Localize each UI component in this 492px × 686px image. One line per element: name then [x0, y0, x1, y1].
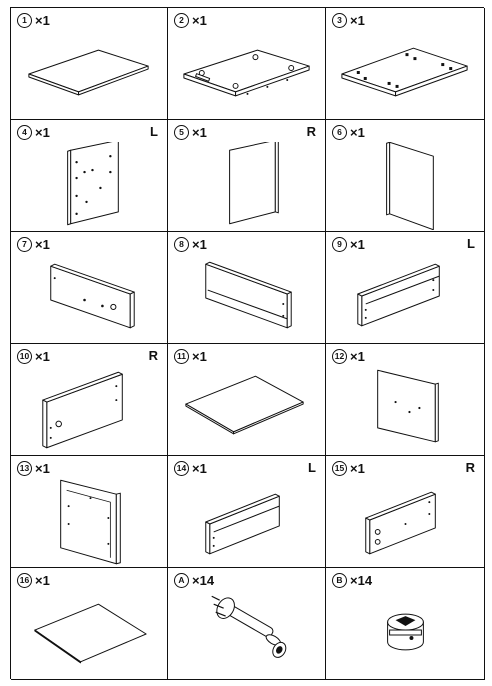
part-quantity: ×1 [35, 461, 50, 476]
right-drawer-side-icon [326, 478, 484, 566]
part-number: A [174, 573, 189, 588]
part-label [17, 573, 50, 588]
side-marker: R [306, 124, 316, 139]
part-quantity: ×1 [192, 349, 207, 364]
part-quantity: ×1 [192, 237, 207, 252]
part-cell-5 [168, 120, 326, 232]
right-side-panel-icon [168, 142, 325, 230]
part-cell-3 [326, 8, 485, 120]
part-label [332, 237, 365, 252]
grooved-rail-icon [168, 254, 325, 342]
part-label [332, 573, 372, 588]
part-cell-6 [326, 120, 485, 232]
left-rail-icon [326, 254, 484, 342]
part-label [174, 349, 207, 364]
part-quantity: ×1 [35, 349, 50, 364]
part-number: 8 [174, 237, 189, 252]
parts-list-sheet [10, 7, 484, 679]
part-number: 6 [332, 125, 347, 140]
panel-icon [326, 142, 484, 230]
part-cell-12 [326, 344, 485, 456]
small-panel-icon [326, 366, 484, 454]
part-quantity: ×1 [350, 349, 365, 364]
part-cell-10 [11, 344, 168, 456]
part-number: 9 [332, 237, 347, 252]
cam-lock-icon [326, 590, 484, 678]
flat-board-icon [168, 366, 325, 454]
part-quantity: ×1 [350, 125, 365, 140]
part-cell-13 [11, 456, 168, 568]
part-label [174, 461, 207, 476]
part-number: 10 [17, 349, 32, 364]
part-number: 16 [17, 573, 32, 588]
part-label [17, 461, 50, 476]
side-marker: R [465, 460, 475, 475]
framed-panel-icon [11, 478, 167, 566]
part-quantity: ×1 [350, 13, 365, 28]
part-number: 3 [332, 13, 347, 28]
dowel-bolt-icon [168, 590, 325, 678]
part-label [332, 125, 365, 140]
part-label [332, 13, 365, 28]
part-cell-8 [168, 232, 326, 344]
part-quantity: ×1 [35, 237, 50, 252]
bottom-panel-icon [326, 30, 484, 118]
part-label [332, 461, 365, 476]
part-number: B [332, 573, 347, 588]
thin-board-icon [11, 590, 167, 678]
part-cell-9 [326, 232, 485, 344]
part-quantity: ×14 [350, 573, 373, 588]
part-quantity: ×1 [350, 237, 365, 252]
part-cell-11 [168, 344, 326, 456]
right-rail-icon [11, 366, 167, 454]
part-cell-4 [11, 120, 168, 232]
part-number: 5 [174, 125, 189, 140]
part-number: 2 [174, 13, 189, 28]
part-quantity: ×1 [192, 13, 207, 28]
side-marker: R [148, 348, 158, 363]
part-cell-15 [326, 456, 485, 568]
part-quantity: ×14 [192, 573, 215, 588]
part-cell-14 [168, 456, 326, 568]
part-cell-B [326, 568, 485, 680]
part-cell-A [168, 568, 326, 680]
top-panel-cam-icon [168, 30, 325, 118]
part-label [17, 349, 50, 364]
side-marker: L [308, 460, 316, 475]
part-label [174, 237, 207, 252]
part-number: 4 [17, 125, 32, 140]
side-marker: L [467, 236, 475, 251]
part-quantity: ×1 [350, 461, 365, 476]
part-quantity: ×1 [192, 461, 207, 476]
part-quantity: ×1 [35, 13, 50, 28]
part-label [17, 13, 50, 28]
part-label [174, 573, 214, 588]
top-panel-icon [11, 30, 167, 118]
part-number: 7 [17, 237, 32, 252]
part-label [174, 125, 207, 140]
side-marker: L [150, 124, 158, 139]
part-cell-7 [11, 232, 168, 344]
part-number: 14 [174, 461, 189, 476]
part-quantity: ×1 [35, 125, 50, 140]
left-side-panel-icon [11, 142, 167, 230]
part-number: 15 [332, 461, 347, 476]
part-label [17, 237, 50, 252]
left-drawer-side-icon [168, 478, 325, 566]
part-number: 11 [174, 349, 189, 364]
part-number: 12 [332, 349, 347, 364]
part-cell-1 [11, 8, 168, 120]
part-quantity: ×1 [192, 125, 207, 140]
part-label [17, 125, 50, 140]
part-label [332, 349, 365, 364]
part-label [174, 13, 207, 28]
part-cell-16 [11, 568, 168, 680]
part-quantity: ×1 [35, 573, 50, 588]
part-number: 1 [17, 13, 32, 28]
part-number: 13 [17, 461, 32, 476]
parts-grid [10, 7, 484, 679]
part-cell-2 [168, 8, 326, 120]
rail-icon [11, 254, 167, 342]
